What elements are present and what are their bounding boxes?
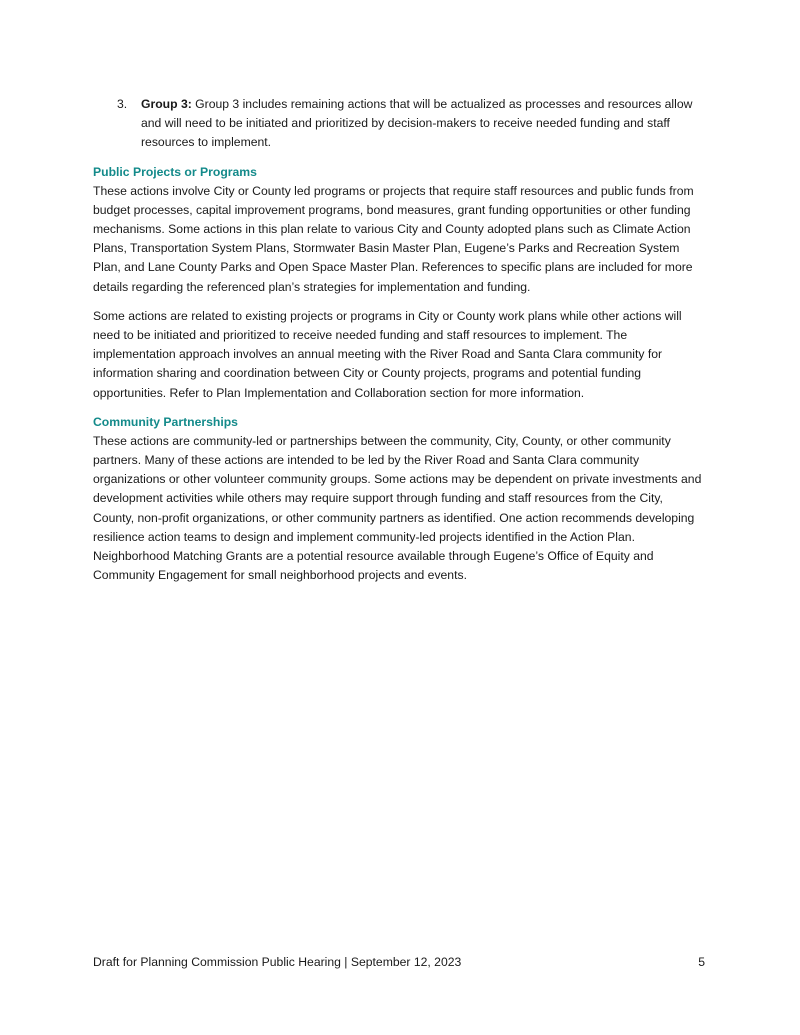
page-footer bbox=[93, 953, 705, 971]
section-heading-community-partnerships: Community Partnerships bbox=[93, 414, 238, 429]
footer-text: Draft for Planning Commission Public Hearing | September 12, 2023 bbox=[93, 955, 462, 969]
section-heading-public-projects: Public Projects or Programs bbox=[93, 164, 257, 179]
list-item-group-3 bbox=[117, 95, 703, 153]
page-number: 5 bbox=[698, 955, 705, 969]
list-number: 3. bbox=[117, 97, 128, 111]
page-content bbox=[93, 95, 703, 585]
paragraph-public-1: These actions involve City or County led programs or projects that require staff resources and public funds from budget processes, capital improvement programs, bond measures, grant funding opportunities or other funding mechanisms. Some actions in this plan relate to various City and County adopted plans such as Climate Action Plans, Transportation System Plans, Stormwater Basin Master Plan, Eugene’s Parks and Recreation System Plan, and Lane County Parks and Open Space Master Plan. References to specific plans are included for more details regarding the referenced plan’s strategies for implementation and funding. bbox=[93, 183, 694, 294]
list-item-body: Group 3 includes remaining actions that will be actualized as processes and resources allow and will need to be initiated and prioritized by decision-makers to receive needed funding and staff resources to implement. bbox=[141, 97, 693, 150]
list-item-text bbox=[141, 95, 703, 153]
list-item-label: Group 3: bbox=[141, 97, 192, 111]
paragraph-public-2: Some actions are related to existing projects or programs in City or County work plans while other actions will need to be initiated and prioritized to receive needed funding and staff resources to implement. The implementation approach involves an annual meeting with the River Road and Santa Clara community for information sharing and coordination between City or County projects, programs and potential funding opportunities. Refer to Plan Implementation and Collaboration section for more information. bbox=[93, 308, 682, 400]
paragraph-community-1: These actions are community-led or partnerships between the community, City, County, or other community partners. Many of these actions are intended to be led by the River Road and Santa Clara community organizations or other volunteer community groups. Some actions may be dependent on private investments and development activities while others may require support through funding and staff resources from the City, County, non-profit organizations, or other community partners as identified. One action recommends developing resilience action teams to design and implement community-led projects identified in the Action Plan. Neighborhood Matching Grants are a potential resource available through Eugene’s Office of Equity and Community Engagement for small neighborhood projects and events. bbox=[93, 433, 702, 583]
